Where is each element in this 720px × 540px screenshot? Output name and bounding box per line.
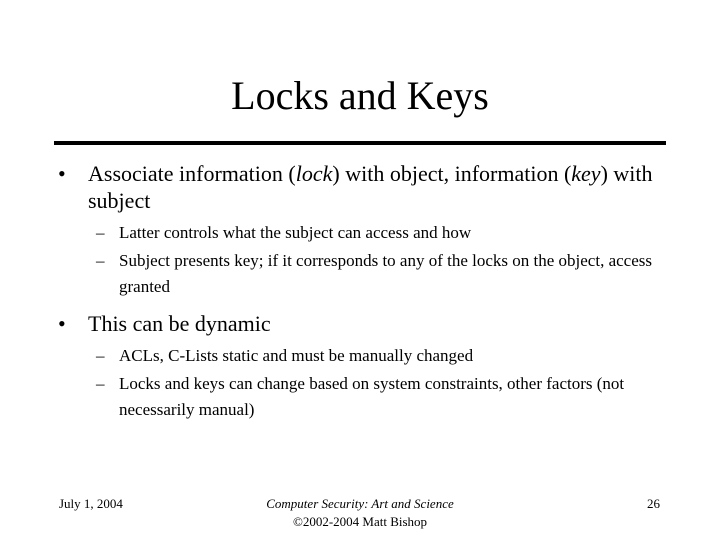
footer-course-title: Computer Security: Art and Science [266, 496, 454, 511]
sub-list [56, 343, 666, 423]
bullet-mark: • [58, 311, 66, 336]
sub-list [56, 220, 666, 300]
slide-title: Locks and Keys [231, 73, 489, 118]
bullet-text: Associate information (lock) with object, information (key) with subject [88, 161, 653, 213]
footer-date: July 1, 2004 [59, 496, 123, 511]
footer-copyright: ©2002-2004 Matt Bishop [292, 514, 428, 529]
sub-item-text: Locks and keys can change based on system constraints, other factors (not necessarily manual) [119, 374, 625, 419]
page-number: 26 [647, 496, 660, 511]
bullet-mark: • [58, 161, 66, 186]
sub-item [56, 220, 666, 246]
sub-item [56, 248, 666, 300]
dash-mark: – [96, 346, 105, 365]
bullet-text: This can be dynamic [88, 311, 271, 336]
title-divider [54, 141, 666, 145]
bullet-item [56, 160, 666, 214]
dash-mark: – [96, 251, 105, 270]
slide-body [56, 160, 666, 423]
emphasis-lock: lock [295, 161, 333, 186]
bullet-item [56, 310, 666, 337]
sub-item [56, 371, 666, 423]
dash-mark: – [96, 223, 105, 242]
dash-mark: – [96, 374, 105, 393]
sub-item-text: ACLs, C-Lists static and must be manually changed [119, 346, 474, 365]
sub-item [56, 343, 666, 369]
footer-course [210, 495, 510, 531]
sub-item-text: Latter controls what the subject can access and how [119, 223, 472, 242]
emphasis-key: key [571, 161, 601, 186]
sub-item-text: Subject presents key; if it corresponds to any of the locks on the object, access granted [119, 251, 652, 296]
